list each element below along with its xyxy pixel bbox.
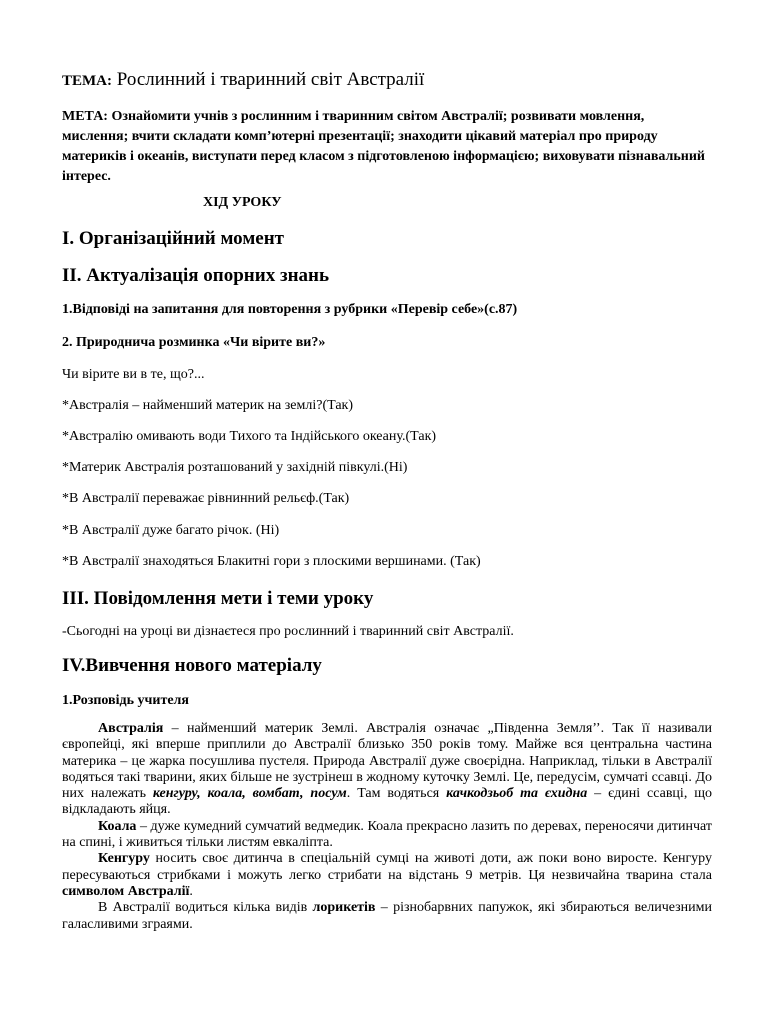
- term-koala: Коала: [98, 818, 137, 834]
- monotremes-list: качкодзьоб та єхидна: [446, 786, 588, 802]
- lesson-goal: МЕТА: Ознайомити учнів з рослинним і тваринним світом Австралії; розвивати мовлення, мислення; вчити складати комп’ютерні презентації; знаходити цікавий матеріал про природу материків і океанів, виступати перед класом з підготовленою інформацією; виховувати пізнавальний інтерес.: [62, 109, 705, 184]
- review-item-1: 1.Відповіді на запитання для повторення з рубрики «Перевір себе»(с.87): [62, 302, 518, 317]
- lesson-heading: ХІД УРОКУ: [203, 195, 282, 210]
- story-paragraph-koala: Коала – дуже кумедний сумчатий ведмедик. Коала прекрасно лазить по деревах, переносячи дитинчат на спині, і живиться тільки листям евкаліпта.: [62, 818, 712, 851]
- lesson-aim-text: -Сьогодні на уроці ви дізнаєтеся про рослинний і тваринний світ Австралії.: [62, 624, 514, 639]
- section-heading-3: III. Повідомлення мети і теми уроку: [62, 588, 374, 609]
- lesson-topic: [62, 69, 424, 91]
- term-australia: Австралія: [98, 721, 164, 736]
- story-paragraph-australia: Австралія – найменший материк Землі. Австралія означає „Південна Земля’’. Так її називали європейці, які вперше приплили до Австралії близько 350 років тому. Майже вся центральна частина материка – це жарка посушлива пустеля. Природа Австралії дуже своєрідна. Наприклад, тільки в Австралії водяться такі тварини, яких більше не зустрінеш в жодному куточку Землі. Це, передусім, сумчаті ссавці. До них належать кенгуру, коала, вомбат, посум. Там водяться качкодзьоб та єхидна – єдині ссавці, що відкладають яйця.: [62, 721, 713, 818]
- story-paragraph-kangaroo: Кенгуру носить своє дитинча в спеціальній сумці на животі доти, аж поки воно виросте. Кенгуру пересуваються стрибками і можуть легко стрибати на відстань 9 метрів. Ця незвичайна тварина стала символом Австралії.: [62, 851, 712, 899]
- topic-text: Рослинний і тваринний світ Австралії: [116, 69, 425, 90]
- section-heading-4: IV.Вивчення нового матеріалу: [62, 655, 322, 676]
- review-item-2: 2. Природнича розминка «Чи вірите ви?»: [62, 335, 326, 350]
- quiz-statement: *В Австралії переважає рівнинний рельєф.(Так): [62, 491, 350, 506]
- section-heading-2: II. Актуалізація опорних знань: [62, 265, 330, 286]
- quiz-statement: *Австралію омивають води Тихого та Індійського океану.(Так): [62, 429, 437, 444]
- teacher-story-heading: 1.Розповідь учителя: [62, 693, 189, 708]
- quiz-statement: *Материк Австралія розташований у західній півкулі.(Ні): [62, 460, 408, 475]
- story-paragraph-lorikeets: В Австралії водиться кілька видів лорикетів – різнобарвних папужок, які збираються величезними галасливими зграями.: [62, 900, 712, 932]
- quiz-statement: *В Австралії знаходяться Блакитні гори з плоскими вершинами. (Так): [62, 554, 481, 569]
- marsupials-list: кенгуру, коала, вомбат, посум: [152, 786, 347, 802]
- term-lorikeets: лорикетів: [312, 900, 376, 916]
- symbol-of-australia: символом Австралії: [62, 883, 190, 899]
- quiz-intro: Чи вірите ви в те, що?...: [62, 367, 205, 382]
- quiz-statement: *В Австралії дуже багато річок. (Ні): [62, 523, 280, 538]
- quiz-statement: *Австралія – найменший материк на землі?(Так): [62, 398, 354, 413]
- section-heading-1: I. Організаційний момент: [62, 228, 284, 249]
- term-kangaroo: Кенгуру: [98, 851, 150, 867]
- topic-label: ТЕМА:: [62, 73, 112, 89]
- teacher-story: [62, 721, 712, 933]
